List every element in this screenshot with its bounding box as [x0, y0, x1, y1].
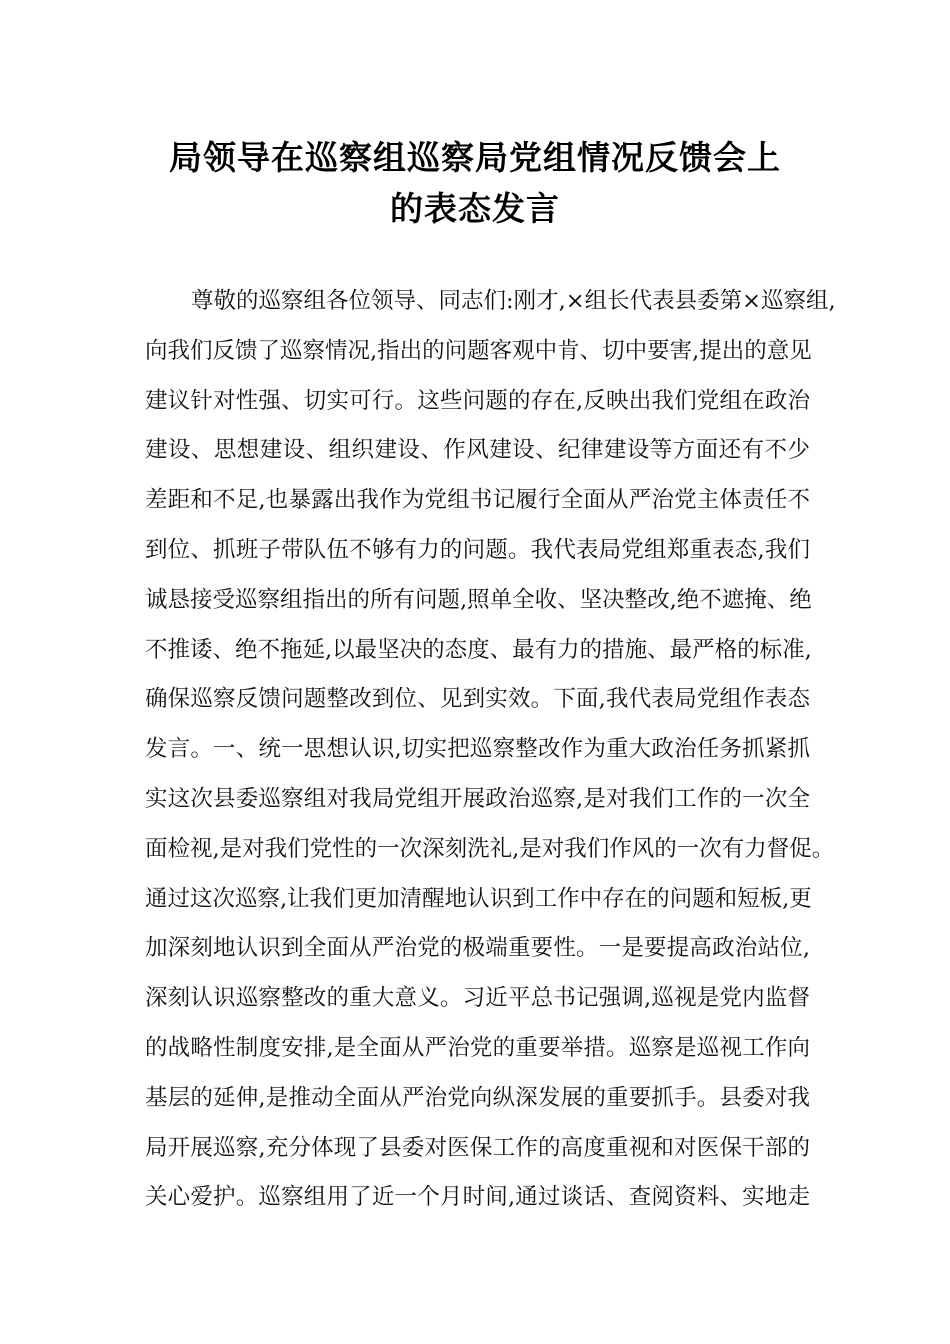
body-text-line: 建议针对性强、切实可行。这些问题的存在,反映出我们党组在政治 — [145, 387, 810, 414]
body-text-line: 加深刻地认识到全面从严治党的极端重要性。一是要提高政治站位, — [145, 935, 810, 962]
body-text-line: 发言。一、统一思想认识,切实把巡察整改作为重大政治任务抓紧抓 — [145, 736, 810, 763]
body-text-line: 不推诿、绝不拖延,以最坚决的态度、最有力的措施、最严格的标准, — [145, 636, 812, 663]
body-text-line: 差距和不足,也暴露出我作为党组书记履行全面从严治党主体责任不 — [145, 487, 810, 514]
body-text-line: 基层的延伸,是推动全面从严治党向纵深发展的重要抓手。县委对我 — [145, 1084, 810, 1111]
body-text-line: 通过这次巡察,让我们更加清醒地认识到工作中存在的问题和短板,更 — [145, 885, 812, 912]
body-text-line: 的战略性制度安排,是全面从严治党的重要举措。巡察是巡视工作向 — [145, 1034, 810, 1061]
body-text-line: 向我们反馈了巡察情况,指出的问题客观中肯、切中要害,提出的意见 — [145, 337, 812, 364]
body-text-line: 面检视,是对我们党性的一次深刻洗礼,是对我们作风的一次有力督促。 — [145, 835, 835, 862]
body-text-line: 建设、思想建设、组织建设、作风建设、纪律建设等方面还有不少 — [145, 437, 810, 464]
body-text-line: 实这次县委巡察组对我局党组开展政治巡察,是对我们工作的一次全 — [145, 785, 810, 812]
body-text-line: 尊敬的巡察组各位领导、同志们:刚才,×组长代表县委第×巡察组, — [191, 288, 836, 314]
body-text-line: 深刻认识巡察整改的重大意义。习近平总书记强调,巡视是党内监督 — [145, 985, 810, 1012]
body-text-line: 诚恳接受巡察组指出的所有问题,照单全收、坚决整改,绝不遮掩、绝 — [145, 586, 812, 613]
document-title-line-1: 局领导在巡察组巡察局党组情况反馈会上 — [169, 138, 781, 177]
body-text-line: 确保巡察反馈问题整改到位、见到实效。下面,我代表局党组作表态 — [145, 686, 810, 713]
body-text-line: 局开展巡察,充分体现了县委对医保工作的高度重视和对医保干部的 — [145, 1134, 810, 1161]
body-text-line: 关心爱护。巡察组用了近一个月时间,通过谈话、查阅资料、实地走 — [145, 1184, 810, 1211]
body-text-line: 到位、抓班子带队伍不够有力的问题。我代表局党组郑重表态,我们 — [145, 536, 810, 563]
document-body — [145, 283, 836, 1229]
document-title-line-2: 的表态发言 — [390, 189, 560, 228]
